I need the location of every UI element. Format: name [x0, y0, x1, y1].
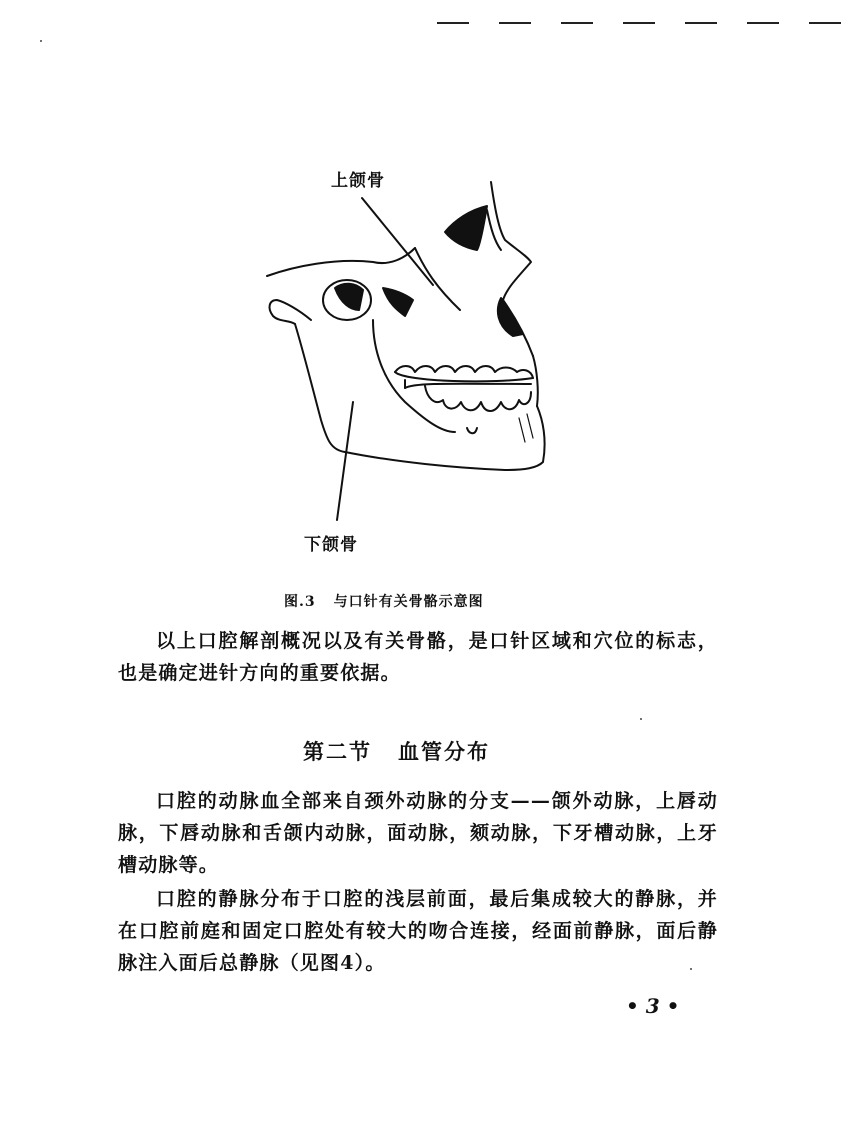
page-number: • 3 • [626, 994, 680, 1018]
figure-caption-number: 图.3 [284, 594, 316, 610]
paragraph-intro: 以上口腔解剖概况以及有关骨骼，是口针区域和穴位的标志，也是确定进针方向的重要依据。 [118, 630, 718, 684]
header-dashed-rule [437, 18, 852, 28]
section-number: 第二节 [303, 739, 372, 764]
figure-caption [284, 591, 484, 611]
section-heading [303, 736, 490, 766]
scan-speck [40, 40, 42, 42]
skull-illustration [255, 170, 575, 560]
label-upper-jaw: 上颌骨 [331, 171, 385, 191]
figure-caption-text: 与口针有关骨骼示意图 [333, 594, 484, 610]
paragraph-veins: 口腔的静脉分布于口腔的浅层前面，最后集成较大的静脉，并在口腔前庭和固定口腔处有较大的吻合连接，经面前静脉，面后静脉注入面后总静脉（见图4）。 [118, 888, 718, 974]
scan-speck [640, 718, 642, 720]
paragraph-arteries: 口腔的动脉血全部来自颈外动脉的分支——颌外动脉，上唇动脉，下唇动脉和舌颌内动脉，面动脉，颏动脉，下牙槽动脉，上牙槽动脉等。 [118, 790, 718, 876]
section-title: 血管分布 [398, 739, 490, 764]
label-lower-jaw: 下颌骨 [304, 535, 358, 555]
